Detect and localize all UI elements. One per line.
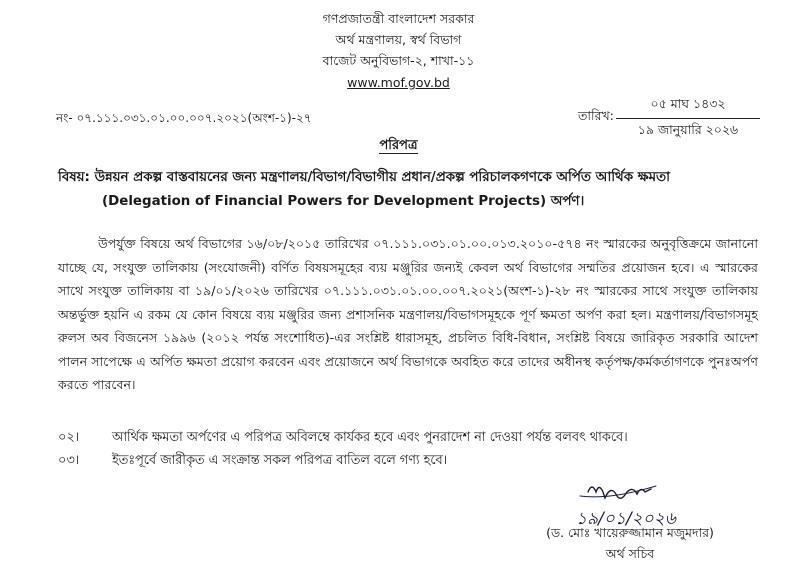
date-bengali: ০৫ মাঘ ১৪৩২ [616,96,760,119]
circular-title-text: পরিপত্র [379,138,418,153]
circular-title [0,136,797,157]
date-label: তারিখ: [578,108,614,123]
date-english: ১৯ জানুয়ারি ২০২৬ [637,122,739,137]
item-text: আর্থিক ক্ষমতা অর্পণের এ পরিপত্র অবিলম্বে কার্যকর হবে এবং পুনরাদেশ না দেওয়া পর্যন্ত বলবৎ থাকবে। [112,430,628,445]
ministry-division: অর্থ মন্ত্রণালয়, স্বর্থ বিভাগ [335,32,462,47]
handwritten-date: ১৯/০১/২০২৬ [576,509,676,529]
website-link[interactable]: www.mof.gov.bd [347,75,450,90]
body-text: উপর্যুক্ত বিষয়ে অর্থ বিভাগের ১৬/০৮/২০১৫ তারিখের ০৭.১১১.০৩১.০১.০০.০১৩.২০১০-৫৭৪ নং স্মারকের অনুবৃত্তিক্রমে জানানো যাচ্ছে যে, সংযুক্ত তালিকায় (সংযোজনী) বর্ণিত বিষয়সমূহের ব্যয় মঞ্জুরির জন্যই কেবল অর্থ বিভাগের সম্মতির প্রয়োজন হবে। এ স্মারকের সাথে সংযুক্ত তালিকায় বা ১৯/০১/২০২৬ তারিখের ০৭.১১১.০৩১.০১.০০.০০৭.২০২১(অংশ-১)-২৮ নং স্মারকের সাথে সংযুক্ত তালিকায় অন্তর্ভুক্ত হয়নি এ রকম যে কোন বিষয়ে ব্যয় মঞ্জুরির জন্য প্রশাসনিক মন্ত্রণালয়/বিভাগসমূহকে পূর্ণ ক্ষমতা অর্পণ করা হল। মন্ত্রণালয়/বিভাগসমূহ রুলস অব বিজনেস ১৯৯৬ (২০১২ পর্যন্ত সংশোধিত)-এর সংশ্লিষ্ট ধারাসমূহ, প্রচলিত বিধি-বিধান, সংশ্লিষ্ট বিষয়ে জারিকৃত সরকারি আদেশ পালন সাপেক্ষে এ অর্পিত ক্ষমতা প্রয়োগ করবেন এবং প্রয়োজনে অর্থ বিভাগকে অবহিত করে তাদের অধীনস্থ কর্তৃপক্ষ/কর্মকর্তাগণকে পুনঃঅর্পণ করতে পারবেন। [58,236,758,392]
body-paragraph [58,232,758,397]
list-item [58,451,758,471]
subject-line-1: উন্নয়ন প্রকল্প বাস্তবায়নের জন্য মন্ত্রণালয়/বিভাগ/বিভাগীয় প্রধান/প্রকল্প পরিচালকগণকে অর্পিত আর্থিক ক্ষমতা [94,170,670,185]
budget-wing-branch: বাজেট অনুবিভাগ-২, শাখা-১১ [322,53,475,68]
signer-name: (ড. মোঃ খায়েরুজ্জামান মজুমদার) [546,525,714,540]
subject-line-2: (Delegation of Financial Powers for Development Projects) অর্পণ। [102,194,585,209]
item-number: ০২। [58,430,80,445]
signer-block [470,522,790,564]
list-item [58,428,758,448]
govt-name: গণপ্রজাতন্ত্রী বাংলাদেশ সরকার [322,11,475,26]
subject-label: বিষয়: [58,170,90,185]
item-text: ইতঃপূর্বে জারীকৃত এ সংক্রান্ত সকল পরিপত্র বাতিল বলে গণ্য হবে। [112,453,448,468]
item-number: ০৩। [58,453,80,468]
memo-number: নং- ০৭.১১১.০৩১.০১.০০.০০৭.২০২১(অংশ-১)-২৭ [56,111,312,125]
subject [58,166,758,214]
signer-designation: অর্থ সচিব [605,546,655,561]
